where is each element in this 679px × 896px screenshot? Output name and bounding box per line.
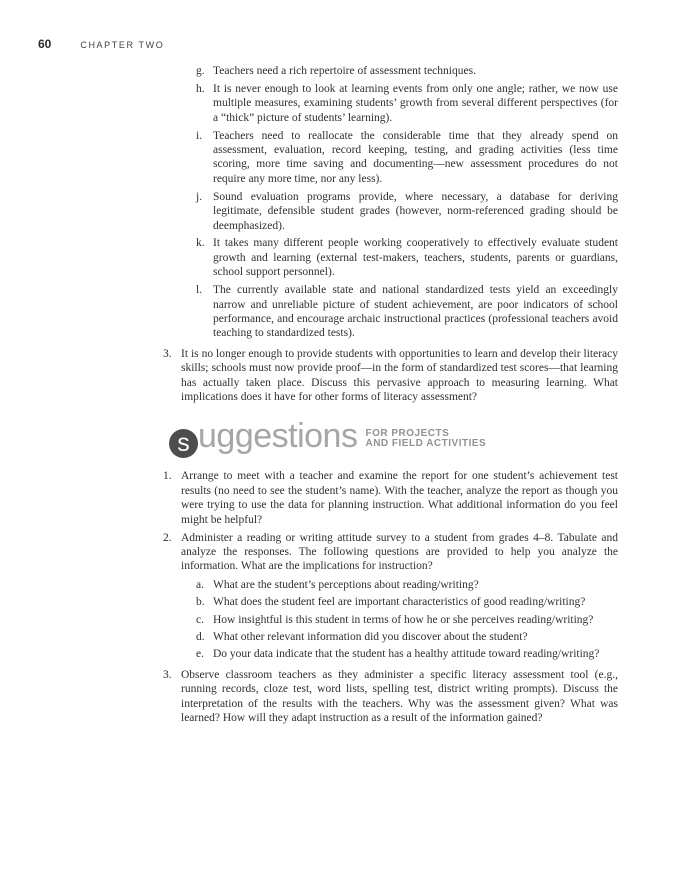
list-text: Sound evaluation programs provide, where necessary, a database for deriving legitimate, defensible student grades (however, norm-referenced grading should be deemphasized).	[213, 190, 618, 232]
list-marker: g.	[196, 65, 205, 77]
list-item-j	[196, 190, 618, 233]
list-text: How insightful is this student in terms of how he or she perceives reading/writing?	[213, 613, 594, 626]
list-marker: c.	[196, 613, 204, 626]
list-text: It is no longer enough to provide students with opportunities to learn and develop their literacy skills; schools must now provide proof—in the form of standardized test scores—that learning has actually taken place. Discuss this pervasive approach to measuring learning. What implications does it have for other forms of literacy assessment?	[181, 347, 618, 404]
page-content	[163, 64, 618, 729]
sub-item-d	[196, 630, 618, 644]
page-number: 60	[38, 37, 52, 51]
list-text: What does the student feel are important characteristics of good reading/writing?	[213, 596, 586, 609]
list-marker: e.	[196, 648, 204, 661]
list-marker: h.	[196, 82, 205, 95]
list-marker: j.	[196, 190, 203, 203]
list-text: Teachers need a rich repertoire of assessment techniques.	[213, 65, 476, 77]
sub-item-e	[196, 647, 618, 661]
tagline-line-1: FOR PROJECTS	[365, 427, 450, 439]
heading-word: uggestions	[198, 417, 358, 456]
list-item-k	[196, 236, 618, 279]
list-text: What are the student’s perceptions about reading/writing?	[213, 578, 479, 591]
tagline-line-2: AND FIELD ACTIVITIES	[365, 438, 487, 450]
heading-initial: s	[177, 429, 190, 458]
list-marker: a.	[196, 578, 204, 591]
suggestions-list	[163, 469, 618, 725]
sub-item-a	[196, 578, 618, 592]
section-heading-suggestions	[169, 419, 618, 458]
heading-tagline	[365, 429, 486, 450]
suggestion-item-2	[163, 531, 618, 574]
list-marker: 3.	[163, 668, 172, 681]
list-text: The currently available state and national standardized tests yield an exceedingly narrow and unreliable picture of student achievement, are poor indicators of school performance, and encourage archaic instructional practices (professional teachers avoid teaching to standardized tests).	[213, 284, 618, 340]
sub-item-c	[196, 613, 618, 627]
circled-s-logo	[169, 429, 198, 458]
survey-questions-list	[196, 578, 618, 662]
list-item-g	[196, 64, 618, 78]
list-marker: l.	[196, 284, 203, 297]
list-marker: 3.	[163, 347, 172, 360]
suggestion-item-1	[163, 469, 618, 527]
list-item-l	[196, 283, 618, 341]
list-marker: b.	[196, 596, 205, 609]
list-text: Administer a reading or writing attitude survey to a student from grades 4–8. Tabulate and analyze the responses. The following questions are provided to help you analyze the information. What are the implications for instruction?	[181, 531, 618, 573]
list-text: It takes many different people working cooperatively to effectively evaluate student growth and learning (external test-makers, teachers, students, parents or guardians, school support personnel).	[213, 237, 618, 279]
list-item-i	[196, 129, 618, 187]
list-text: What other relevant information did you discover about the student?	[213, 631, 528, 643]
list-marker: 2.	[163, 531, 172, 544]
sub-item-b	[196, 595, 618, 609]
list-item-h	[196, 82, 618, 125]
chapter-title: CHAPTER TWO	[80, 40, 165, 50]
suggestion-item-3	[163, 668, 618, 726]
list-marker: k.	[196, 237, 205, 250]
running-head	[38, 37, 164, 51]
assessment-principles-list	[196, 64, 618, 341]
list-text: Observe classroom teachers as they administer a specific literacy assessment tool (e.g., running records, cloze test, word lists, spelling test, district writing prompts). Discuss the interpretation of the results with the teachers. Why was the assessment given? What was learned? How will they adapt instruction as a result of the information gained?	[181, 668, 618, 725]
list-text: Teachers need to reallocate the considerable time that they already spend on assessment, evaluation, record keeping, testing, and grading activities (less time scoring, more time saving and documenting—new assessment procedures do not require any more time, nor any less).	[213, 129, 618, 185]
list-marker: 1.	[163, 470, 172, 483]
discussion-item-3	[163, 347, 618, 405]
list-marker: i.	[196, 129, 203, 142]
list-text: Do your data indicate that the student has a healthy attitude toward reading/writing?	[213, 648, 600, 661]
list-text: It is never enough to look at learning events from only one angle; rather, we now use multiple measures, examining students’ growth from several different perspectives (for a “thick” picture of students’ learning).	[213, 82, 618, 124]
list-marker: d.	[196, 631, 205, 643]
list-text: Arrange to meet with a teacher and examine the report for one student’s achievement test results (no need to see the student’s name). With the teacher, analyze the report as though you were trying to use the data for planning instruction. What additional information do you feel might be helpful?	[181, 470, 618, 526]
